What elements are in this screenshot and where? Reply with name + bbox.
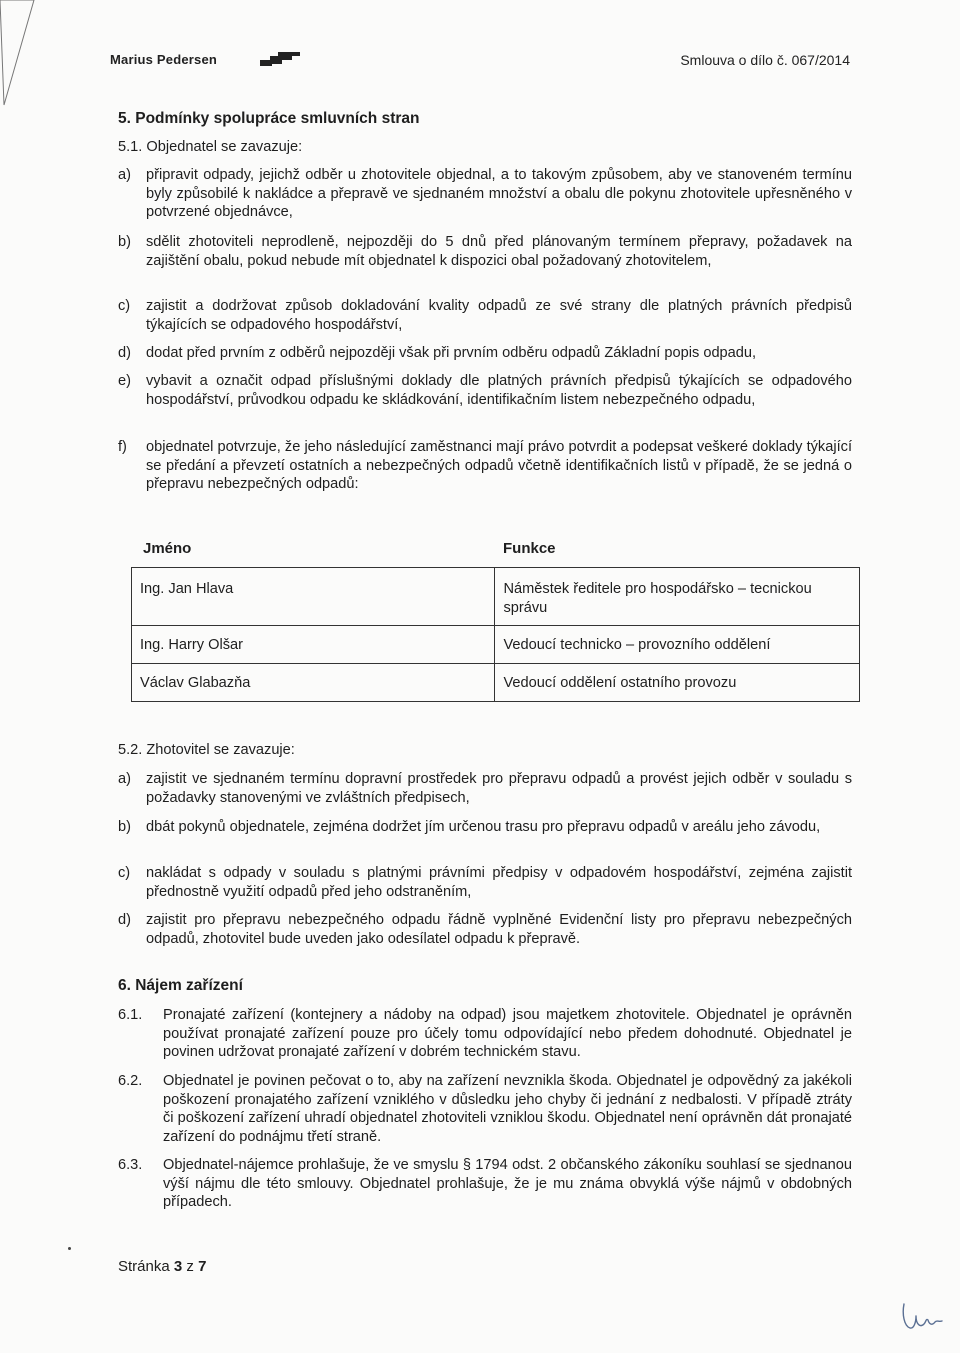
page-current: 3 (173, 1258, 183, 1275)
table-header-name: Jméno (143, 540, 192, 557)
section-5-title: 5. Podmínky spolupráce smluvních stran (118, 110, 420, 127)
item-text: dbát pokynů objednatele, zejména dodržet jím určenou trasu pro přepravu odpadů v areálu jeho závodu, (146, 819, 821, 835)
item-label: b) (118, 234, 131, 250)
item-label: a) (118, 771, 131, 787)
table-row (132, 626, 860, 664)
item-label: c) (118, 298, 131, 314)
item-text: Objednatel-nájemce prohlašuje, že ve smyslu § 1794 odst. 2 občanského zákoníku souhlasí se sjednanou výší nájmu dle této smlouvy. Objednatel prohlašuje, že je mu známa obvyklá výše nájmů v obdobných případech. (163, 1157, 852, 1210)
page-separator: z (182, 1258, 199, 1275)
item-label: b) (118, 819, 131, 835)
section-5-1-title: 5.1. Objednatel se zavazuje: (118, 139, 303, 155)
item-text: vybavit a označit odpad příslušnými doklady dle platných právních předpisů týkajících se odpadového hospodářství, průvodkou odpadu ke skládkování, identifikačním listem nebezpečného odpadu, (146, 373, 852, 408)
section-5-2-title: 5.2. Zhotovitel se zavazuje: (118, 742, 295, 758)
item-label: c) (118, 865, 131, 881)
item-label: 6.3. (118, 1157, 143, 1173)
page-header (110, 52, 850, 72)
item-label: 6.2. (118, 1073, 143, 1089)
item-text: připravit odpady, jejichž odběr u zhotovitele objednal, a to takovým způsobem, aby ve stanoveném termínu byly způsobilé k nakládce a přepravě ve sjednaném množství a obalu dle pokynu zhotovitele upřesněného v potvrzené objednávce, (146, 167, 852, 220)
page-number (118, 1258, 206, 1275)
page-total: 7 (198, 1258, 207, 1275)
section-6-title: 6. Nájem zařízení (118, 977, 243, 994)
table-row (132, 664, 860, 702)
item-text: Pronajaté zařízení (kontejnery a nádoby na odpad) jsou majetkem zhotovitele. Objednatel je oprávněn používat pronajaté zařízení pouze pro účely tomu odpovídající nebo předem dohodnuté. Objednatel je povinen udržovat pronajaté zařízení v dobrém technickém stavu. (163, 1007, 852, 1060)
table-row (132, 568, 860, 626)
page-corner-mark (0, 0, 40, 110)
item-text: dodat před prvním z odběrů nejpozději však při prvním odběru odpadů Základní popis odpadu, (146, 345, 757, 361)
handwritten-signature-icon (898, 1296, 948, 1336)
table-cell-name: Václav Glabazňa (132, 664, 495, 702)
item-label: e) (118, 373, 131, 389)
item-label: d) (118, 345, 131, 361)
table-cell-function: Vedoucí technicko – provozního oddělení (495, 626, 860, 664)
page-prefix: Stránka (118, 1258, 174, 1275)
company-logo-icon (260, 50, 300, 68)
contract-number: Smlouva o dílo č. 067/2014 (680, 52, 850, 68)
item-text: zajistit ve sjednaném termínu dopravní prostředek pro přepravu odpadů a provést jejich odběr v souladu s požadavky stanovenými ve zvláštních předpisech, (146, 771, 852, 806)
item-text: zajistit pro přepravu nebezpečného odpadu řádně vyplněné Evidenční listy pro přepravu nebezpečných odpadů, zhotovitel bude uveden jako odesílatel odpadu k přepravě. (146, 912, 852, 947)
table-cell-function: Vedoucí oddělení ostatního provozu (495, 664, 860, 702)
table-header-function: Funkce (503, 540, 556, 557)
table-cell-function: Náměstek ředitele pro hospodářsko – tecnickou správu (495, 568, 860, 626)
item-text: nakládat s odpady v souladu s platnými právními předpisy v odpadovém hospodářství, zejména zajistit přednostně využití odpadů před jeho odstraněním, (146, 865, 852, 900)
scan-dot (68, 1247, 71, 1250)
item-label: d) (118, 912, 131, 928)
table-cell-name: Ing. Jan Hlava (132, 568, 495, 626)
item-text: zajistit a dodržovat způsob dokladování kvality odpadů ze své strany dle platných právních předpisů týkajících se odpadového hospodářství, (146, 298, 852, 333)
item-label: 6.1. (118, 1007, 143, 1023)
item-text: objednatel potvrzuje, že jeho následující zaměstnanci mají právo potvrdit a podepsat veškeré doklady týkající se předání a převzetí ostatních a nebezpečných odpadů včetně identifikačních listů v případě, že se jedná o přepravu nebezpečných odpadů: (146, 439, 852, 492)
company-name: Marius Pedersen (110, 52, 218, 67)
item-text: sdělit zhotoviteli neprodleně, nejpozději do 5 dnů před plánovaným termínem přepravy, požadavek na zajištění obalu, pokud nebude mít objednatel k dispozici obal požadovaný zhotovitelem, (146, 234, 852, 269)
item-label: a) (118, 167, 131, 183)
authorized-persons-table (131, 567, 860, 702)
item-label: f) (118, 439, 127, 455)
table-cell-name: Ing. Harry Olšar (132, 626, 495, 664)
item-text: Objednatel je povinen pečovat o to, aby na zařízení nevznikla škoda. Objednatel je odpovědný za jakékoli poškození pronajatého zařízení vzniklého v důsledku jeho chyby či jednání z nedbalosti. V případě ztráty či poškození zařízení uhradí objednatel zhotoviteli vzniklou škodu. Objednatel není oprávněn dát pronajaté zařízení do podnájmu třetí straně. (163, 1073, 852, 1145)
